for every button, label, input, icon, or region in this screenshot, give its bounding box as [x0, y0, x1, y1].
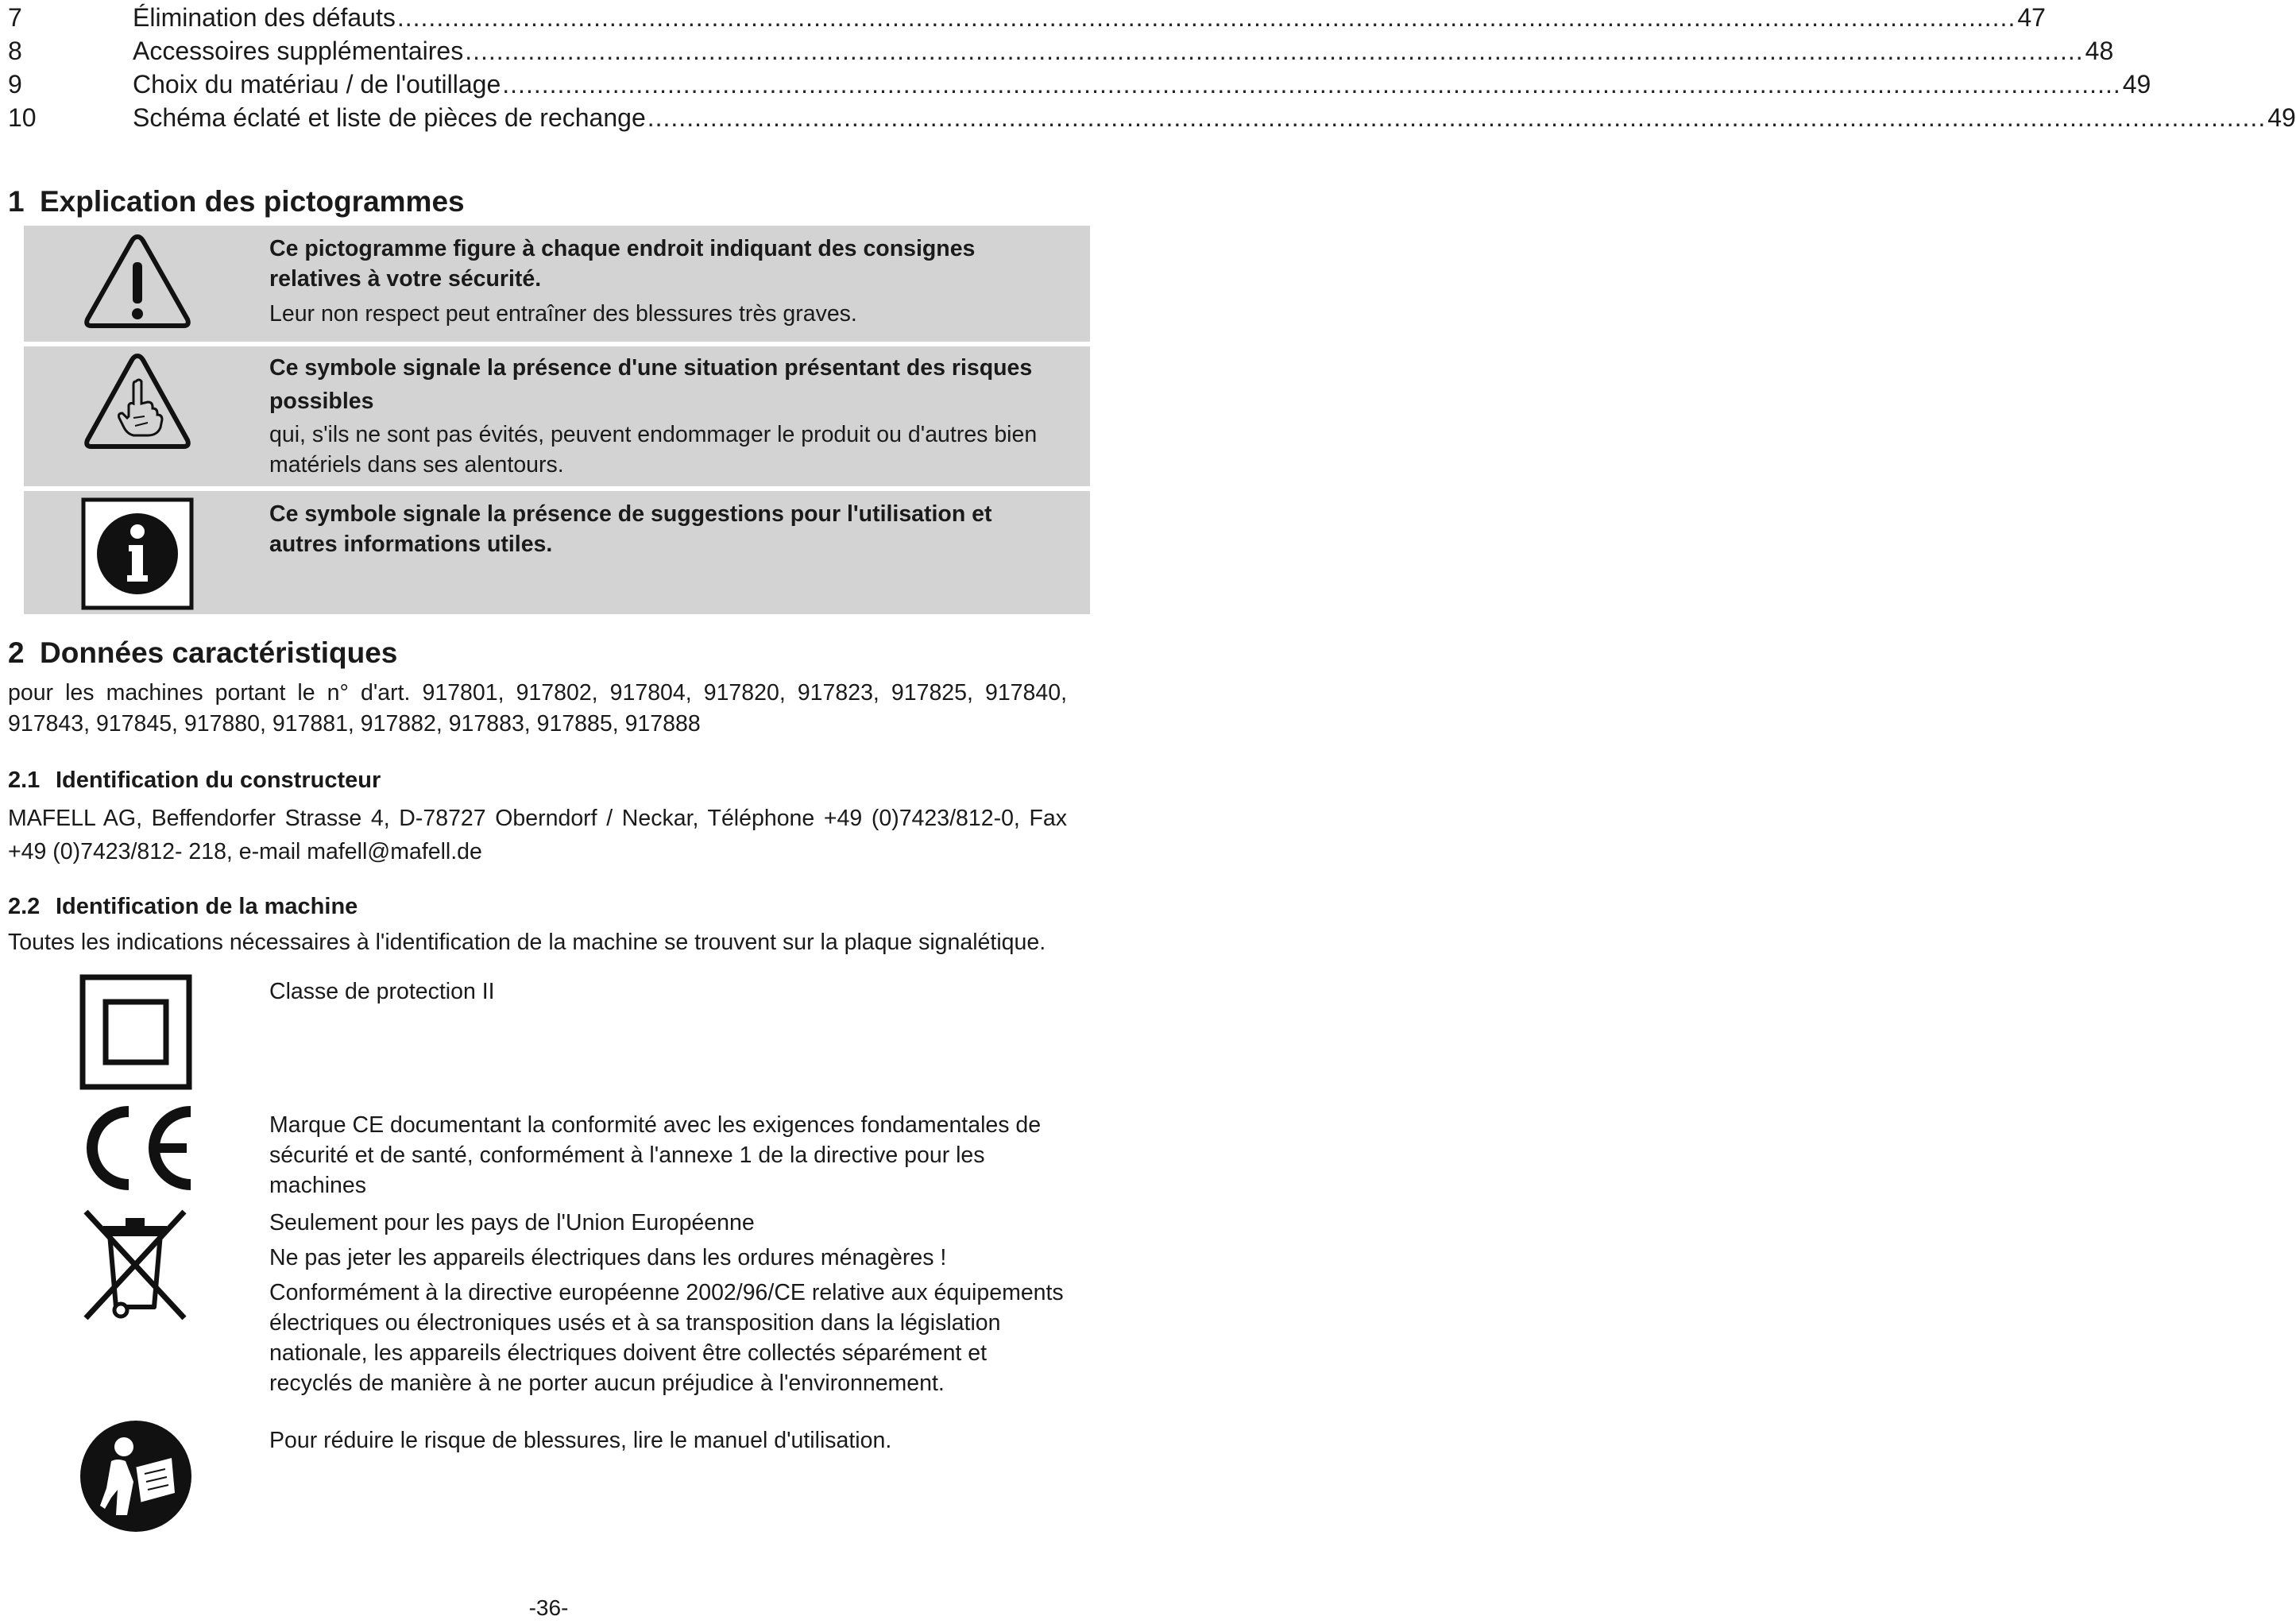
section-heading — [8, 636, 397, 670]
manufacturer-paragraph: MAFELL AG, Beffendorfer Strasse 4, D-78727 Oberndorf / Neckar, Téléphone +49 (0)7423/812-0, Fax +49 (0)7423/812- 218, e-mail mafell@mafell.de — [8, 806, 1067, 864]
table-of-contents — [8, 3, 2296, 137]
toc-entry-title: Accessoires supplémentaires — [133, 37, 464, 65]
article-numbers-paragraph: pour les machines portant le n° d'art. 917801, 917802, 917804, 917820, 917823, 917825, 917840, 917843, 917845, 917880, 917881, 917882, 917883, 917885, 917888 — [8, 680, 1067, 737]
toc-entry-number: 8 — [8, 37, 22, 65]
toc-leader-dots: .............................................................................................................................................................................................................. — [647, 103, 2267, 132]
symbol-text: Seulement pour les pays de l'Union Européenne — [269, 1210, 755, 1235]
symbol-description — [269, 1425, 1072, 1460]
pictogram-description — [269, 234, 1058, 329]
pictogram-text: qui, s'ils ne sont pas évités, peuvent endommager le produit ou d'autres bien matériels dans ses alentours. — [269, 422, 1038, 478]
section-number: 1 — [8, 185, 25, 218]
section-number: 2 — [8, 636, 25, 669]
toc-entry[interactable] — [8, 70, 2151, 103]
subsection-heading — [8, 894, 358, 920]
page-number: -36- — [528, 1595, 569, 1620]
toc-leader-dots: .............................................................................................................................................................................................................. — [502, 70, 2121, 99]
toc-entry-title: Élimination des défauts — [133, 3, 396, 32]
machine-identification-paragraph: Toutes les indications nécessaires à l'identification de la machine se trouvent sur la plaque signalétique. — [8, 930, 1046, 955]
symbol-text: Pour réduire le risque de blessures, lire le manuel d'utilisation. — [269, 1428, 892, 1453]
subsection-number: 2.1 — [8, 768, 41, 793]
pictogram-box — [24, 346, 1090, 486]
toc-entry-number: 9 — [8, 70, 22, 99]
pictogram-bold-text: Ce symbole signale la présence d'une situation présentant des risques possibles — [269, 355, 1033, 414]
toc-leader-dots: .............................................................................................................................................................................................................. — [396, 3, 2016, 32]
pictogram-description — [269, 499, 1058, 559]
section-heading — [8, 185, 465, 218]
read-manual-icon — [79, 1420, 192, 1533]
protection-class-ii-icon — [79, 974, 192, 1090]
symbol-description — [269, 976, 1072, 1011]
section-title: Données caractéristiques — [40, 636, 398, 669]
symbol-text: Conformément à la directive européenne 2002/96/CE relative aux équipements électriques ou électroniques usés et à sa transposition dans la législation nationale, les appareils électriques doivent être collectés séparément et recyclés de manière à ne porter aucun préjudice à l'environnement. — [269, 1280, 1064, 1396]
symbol-text: Classe de protection II — [269, 979, 495, 1004]
pictogram-box — [24, 226, 1090, 342]
toc-entry-number: 10 — [8, 103, 37, 132]
symbol-text: Marque CE documentant la conformité avec les exigences fondamentales de sécurité et de santé, conformément à l'annexe 1 de la directive pour les machines — [269, 1112, 1042, 1198]
pictogram-text: Leur non respect peut entraîner des blessures très graves. — [269, 301, 857, 327]
warning-exclamation-icon — [81, 230, 194, 332]
symbol-description — [269, 1208, 1072, 1403]
toc-entry-page: 49 — [2122, 70, 2151, 99]
symbol-description — [269, 1110, 1072, 1205]
toc-entry[interactable] — [8, 103, 2296, 137]
information-icon — [81, 497, 194, 610]
toc-entry-page: 48 — [2085, 37, 2114, 65]
toc-leader-dots: .............................................................................................................................................................................................................. — [465, 37, 2084, 65]
toc-entry[interactable] — [8, 37, 2114, 70]
toc-entry-number: 7 — [8, 3, 22, 32]
pictogram-bold-text: Ce symbole signale la présence de suggestions pour l'utilisation et autres informations utiles. — [269, 501, 992, 557]
pictogram-box — [24, 491, 1090, 614]
toc-entry-title: Choix du matériau / de l'outillage — [133, 70, 501, 99]
section-title: Explication des pictogrammes — [40, 185, 465, 218]
toc-entry-page: 49 — [2267, 103, 2296, 132]
symbol-text: Ne pas jeter les appareils électriques dans les ordures ménagères ! — [269, 1245, 947, 1270]
subsection-title: Identification de la machine — [56, 894, 358, 919]
subsection-number: 2.2 — [8, 894, 41, 919]
warning-hand-icon — [81, 350, 194, 456]
ce-mark-icon — [79, 1104, 197, 1193]
toc-entry-page: 47 — [2017, 3, 2046, 32]
subsection-heading — [8, 768, 381, 794]
toc-entry[interactable] — [8, 3, 2046, 37]
toc-entry-title: Schéma éclaté et liste de pièces de rechange — [133, 103, 646, 132]
pictogram-description — [269, 351, 1058, 480]
pictogram-bold-text: Ce pictogramme figure à chaque endroit indiquant des consignes relatives à votre sécurité. — [269, 236, 976, 292]
weee-crossed-bin-icon — [79, 1205, 191, 1324]
subsection-title: Identification du constructeur — [56, 768, 381, 793]
